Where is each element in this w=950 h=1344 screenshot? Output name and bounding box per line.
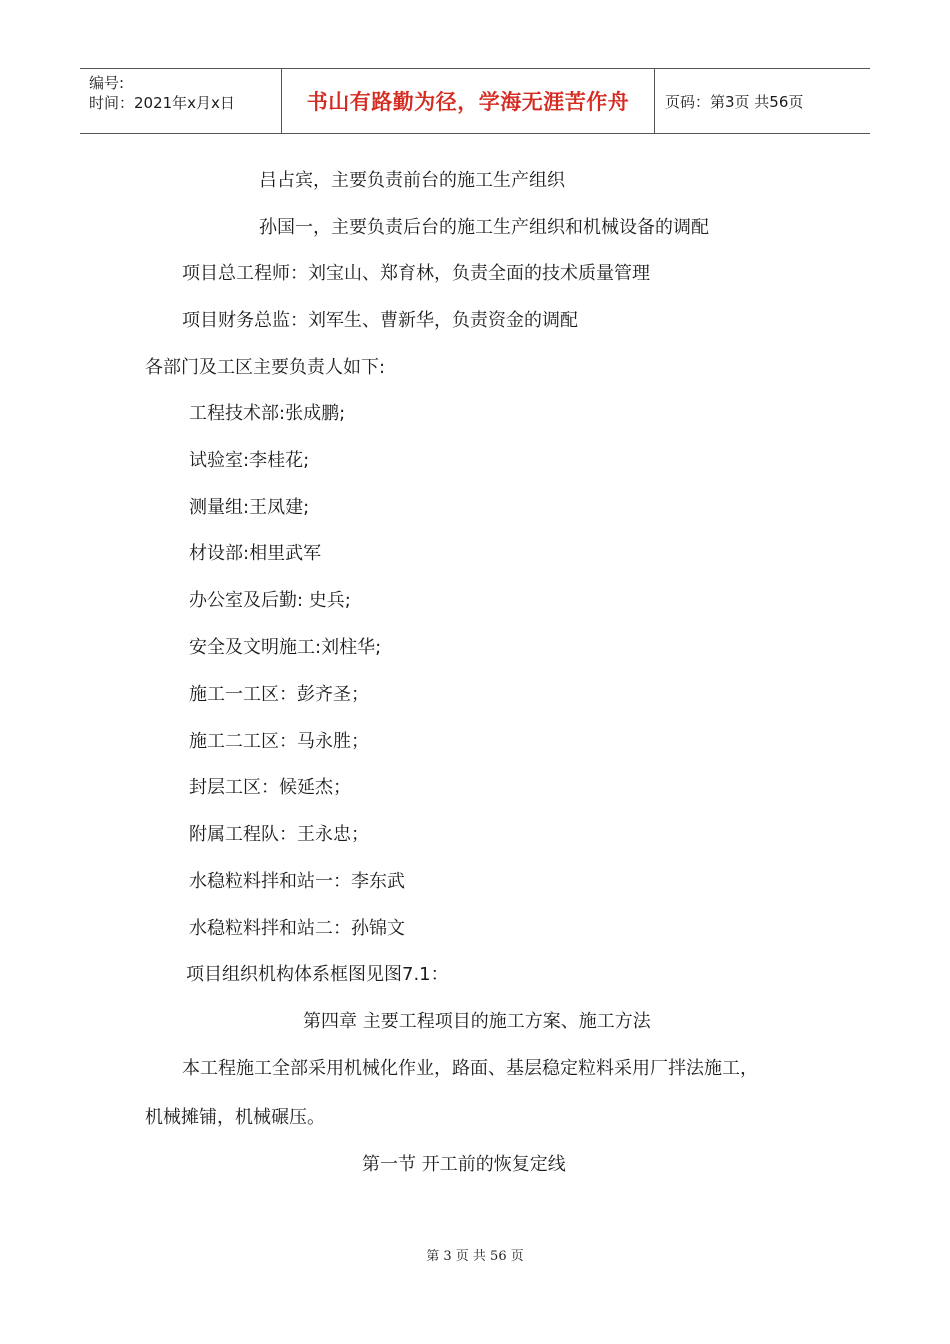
line-dept-safety: 安全及文明施工:刘柱华; xyxy=(189,637,382,658)
chapter-heading: 第四章 主要工程项目的施工方案、施工方法 xyxy=(303,1011,651,1032)
paragraph-line-1: 本工程施工全部采用机械化作业，路面、基层稳定粒料采用厂拌法施工， xyxy=(182,1058,758,1079)
paragraph-line-2: 机械摊铺，机械碾压。 xyxy=(145,1107,325,1128)
line-dept-lab: 试验室:李桂花; xyxy=(189,450,310,471)
document-number-label: 编号: xyxy=(89,74,125,92)
line-lead-back: 孙国一，主要负责后台的施工生产组织和机械设备的调配 xyxy=(259,217,709,238)
line-org-chart-ref: 项目组织机构体系框图见图7.1： xyxy=(186,964,449,985)
line-auxiliary-team: 附属工程队：王永忠； xyxy=(189,824,369,845)
page-footer: 第 3 页 共 56 页 xyxy=(426,1249,524,1264)
line-work-area-1: 施工一工区：彭齐圣； xyxy=(189,684,369,705)
line-work-area-2: 施工二工区：马永胜； xyxy=(189,731,369,752)
document-date: 时间：2021年x月x日 xyxy=(89,94,235,112)
line-mixing-station-2: 水稳粒料拌和站二：孙锦文 xyxy=(189,918,405,939)
line-dept-office: 办公室及后勤: 史兵; xyxy=(189,590,351,611)
line-seal-area: 封层工区：候延杰； xyxy=(189,777,351,798)
line-finance-director: 项目财务总监：刘军生、曹新华，负责资金的调配 xyxy=(182,310,578,331)
header-page-info-cell xyxy=(655,69,870,133)
line-dept-materials: 材设部:相里武军 xyxy=(189,543,322,564)
line-dept-survey: 测量组:王凤建; xyxy=(189,497,310,518)
line-dept-engineering: 工程技术部:张成鹏; xyxy=(189,403,346,424)
header-motto: 书山有路勤为径，学海无涯苦作舟 xyxy=(306,90,630,114)
line-lead-front: 吕占宾，主要负责前台的施工生产组织 xyxy=(259,170,565,191)
header-meta xyxy=(80,69,282,133)
header-page-info: 页码：第3页 共56页 xyxy=(665,92,804,111)
line-chief-engineer: 项目总工程师：刘宝山、郑育林，负责全面的技术质量管理 xyxy=(182,263,650,284)
line-mixing-station-1: 水稳粒料拌和站一：李东武 xyxy=(189,871,405,892)
section-heading: 第一节 开工前的恢复定线 xyxy=(362,1154,566,1175)
page-header xyxy=(80,68,870,134)
line-departments-intro: 各部门及工区主要负责人如下: xyxy=(145,357,386,378)
header-motto-cell xyxy=(282,69,655,133)
